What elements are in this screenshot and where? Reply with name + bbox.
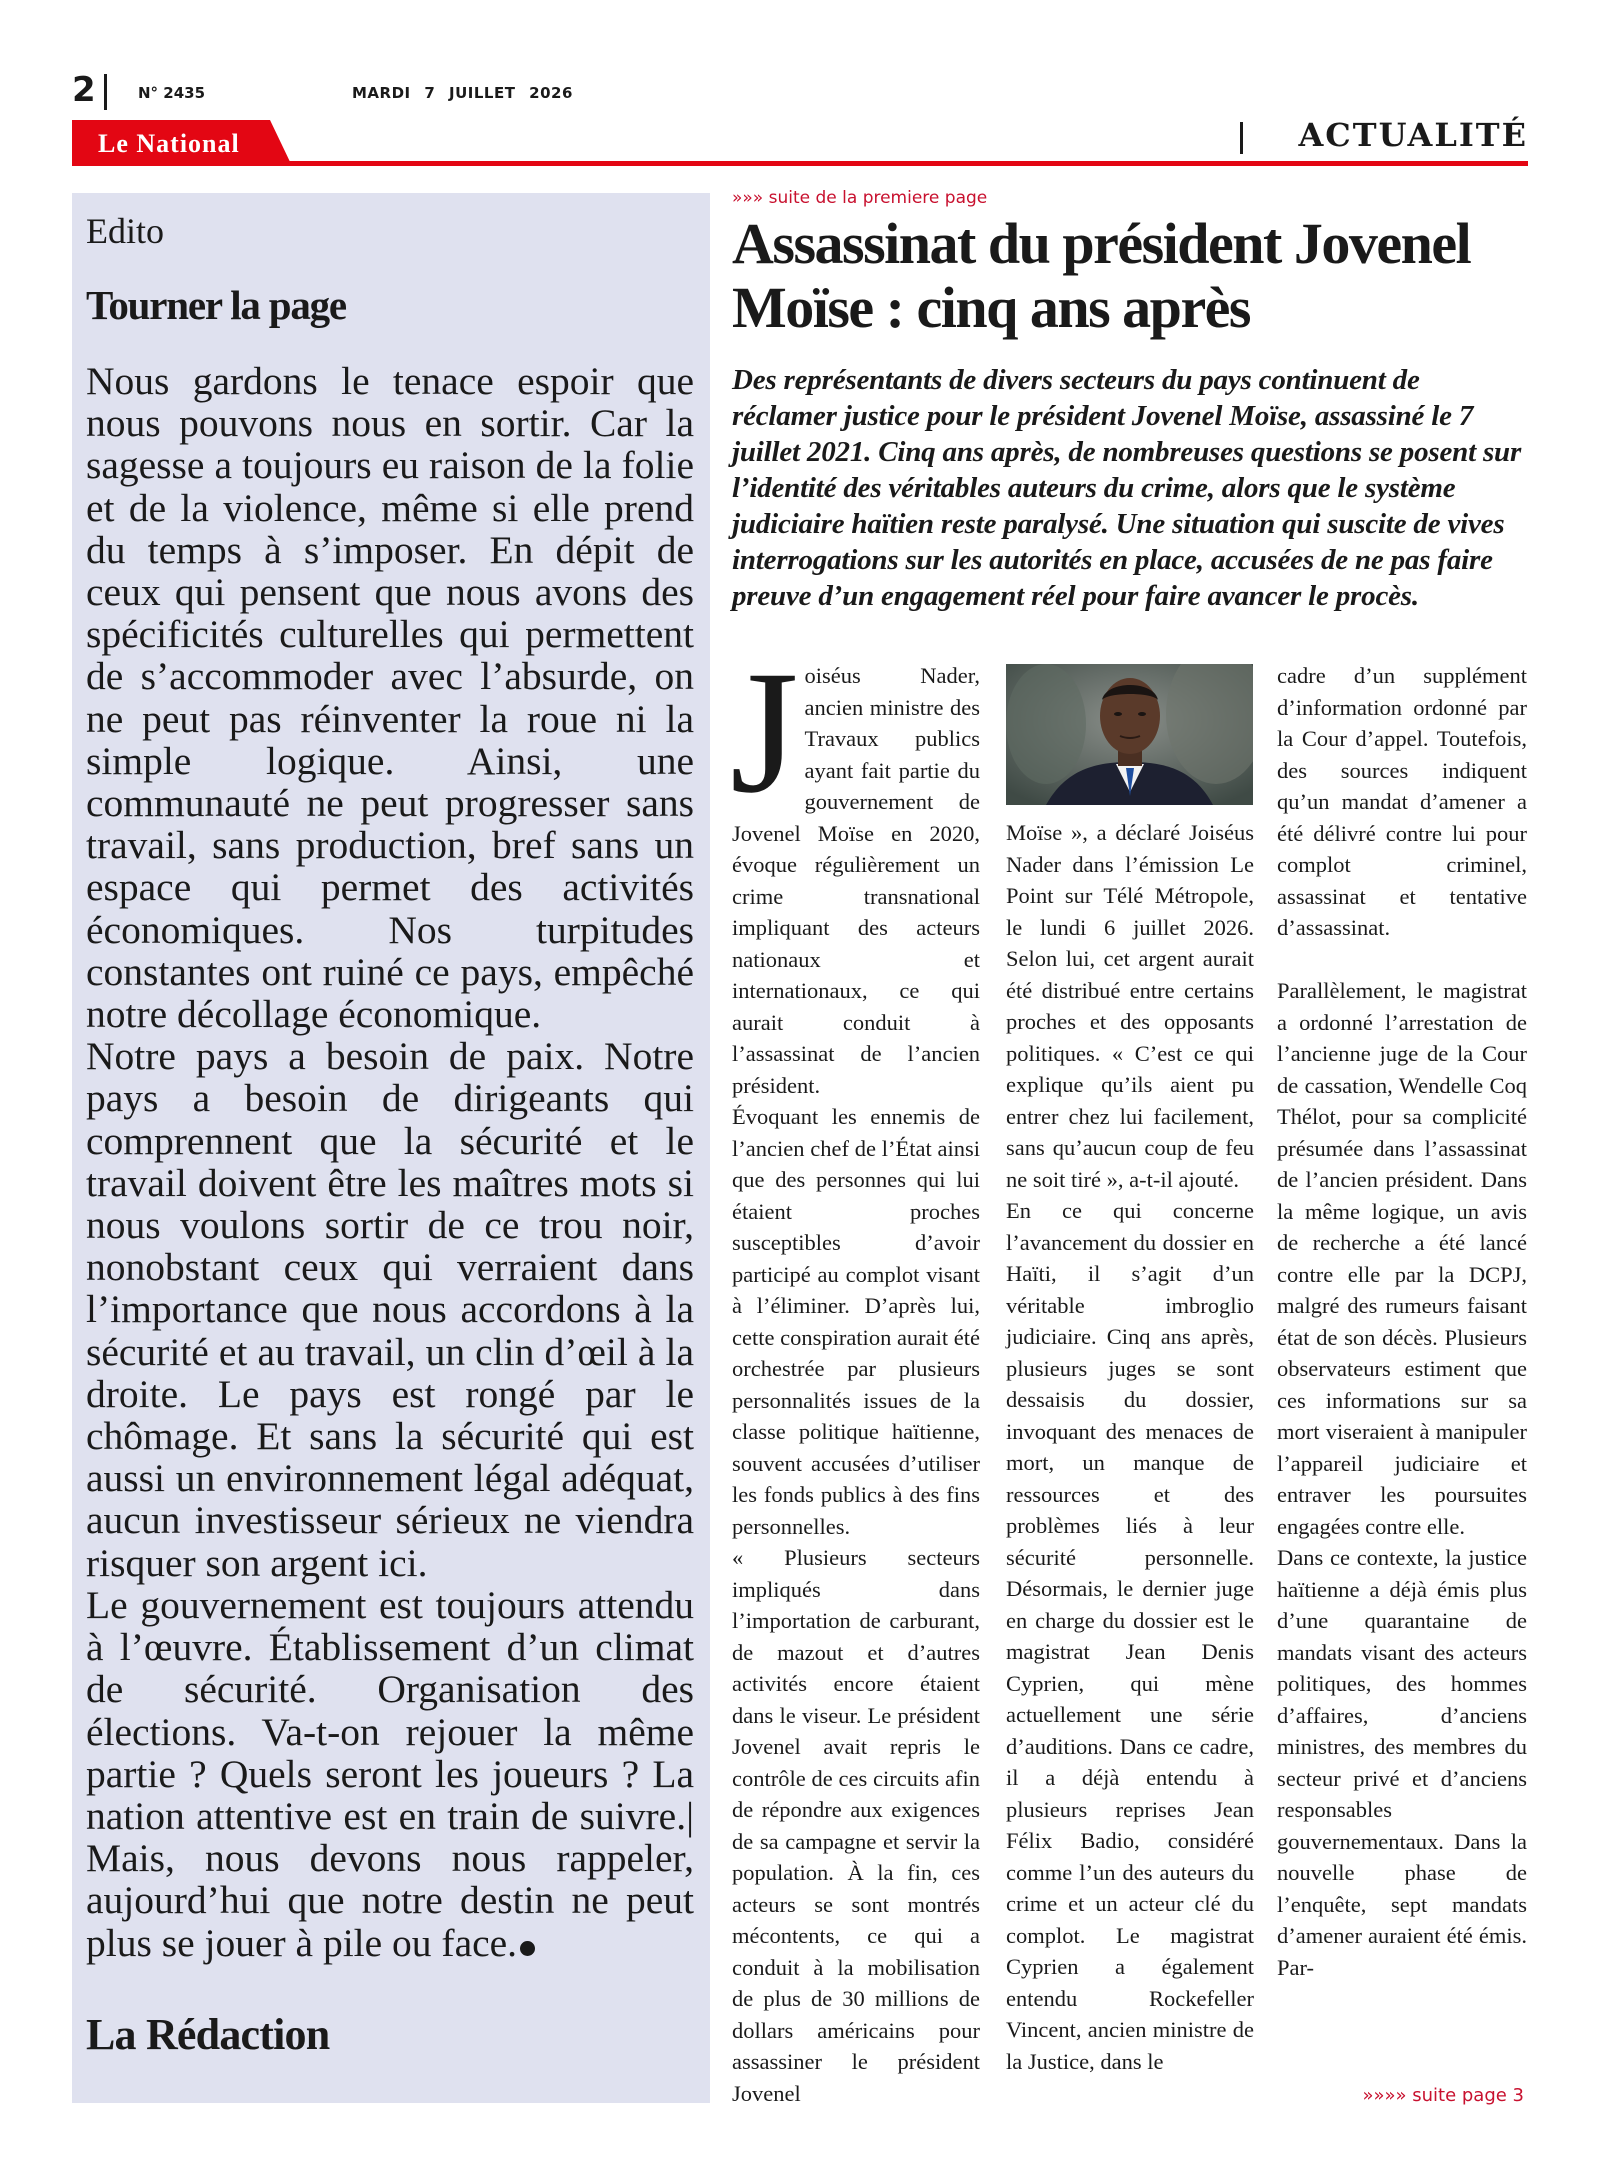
article-paragraph-text: oiséus Nader, ancien ministre des Travaux publics ayant fait partie du gouvernement de Jovenel Moïse en 2020, évoque régulièrement un crime transnational impliquant des acteurs nationaux et internationaux, ce qui aurait conduit à l’assassinat de l’ancien président. (732, 663, 980, 1098)
edito-paragraph (86, 1584, 694, 1964)
edito-title: Tourner la page (86, 282, 346, 328)
continued-on-link[interactable]: »»»» suite page 3 (1362, 2085, 1524, 2106)
edito-kicker: Edito (86, 211, 164, 251)
section-divider (1240, 122, 1243, 154)
section-label: ACTUALITÉ (1298, 116, 1528, 154)
article-paragraph: Parallèlement, le magistrat a ordonné l’arrestation de l’ancienne juge de la Cour de cassation, Wendelle Coq Thélot, pour sa complicité présumée dans l’assassinat de l’ancien président. Dans la même logique, un avis de recherche a été lancé contre elle par la DCPJ, malgré des rumeurs faisant état de son décès. Plusieurs observateurs estiment que ces informations sur sa mort viseraient à manipuler l’appareil judiciaire et entraver les poursuites engagées contre elle. (1277, 978, 1527, 1539)
portrait-photo-icon (1006, 664, 1253, 805)
edito-signature: La Rédaction (86, 2010, 330, 2059)
article-paragraph: En ce qui concerne l’avancement du dossier en Haïti, il s’agit d’un véritable imbroglio judiciaire. Cinq ans après, plusieurs juges se sont dessaisis du dossier, invoquant des menaces de mort, un manque de ressources et des problèmes liés à leur sécurité personnelle. Désormais, le dernier juge en charge du dossier est le magistrat Jean Denis Cyprien, qui mène actuellement une série d’auditions. Dans ce cadre, il a déjà entendu à plusieurs reprises Jean Félix Badio, considéré comme l’un des auteurs du crime et un acteur clé du complot. Le magistrat Cyprien a également entendu Rockefeller Vincent, ancien ministre de la Justice, dans le (1006, 1198, 1254, 2074)
masthead-logo: Le National (98, 129, 240, 158)
article-paragraph: « Plusieurs secteurs impliqués dans l’importation de carburant, de mazout et d’autres activités encore étaient dans le viseur. Le président Jovenel avait repris le contrôle de ces circuits afin de répondre aux exigences de sa campagne et servir la population. À la fin, ces acteurs se sont montrés mécontents, ce qui a conduit à la mobilisation de plus de 30 millions de dollars américains pour assassiner le président Jovenel (732, 1545, 980, 2106)
continued-from-link[interactable]: »»» suite de la premiere page (732, 188, 988, 208)
article-paragraph: Moïse », a déclaré Joiséus Nader dans l’émission Le Point sur Télé Métropole, le lundi 6 juillet 2026. Selon lui, cet argent aurait été distribué entre certains proches et des opposants politiques. « C’est ce qui explique qu’ils aient pu entrer chez lui facilement, sans qu’aucun coup de feu ne soit tiré », a-t-il ajouté. (1006, 820, 1254, 1192)
page-number: 2 (72, 70, 96, 110)
article-column-3 (1277, 660, 1527, 1983)
article-paragraph: Évoquant les ennemis de l’ancien chef de l’État ainsi que des personnes qui lui étaient proches susceptibles d’avoir participé au complot visant à l’éliminer. D’après lui, cette conspiration aurait été orchestrée par plusieurs personnalités issues de la classe politique haïtienne, souvent accusées d’utiliser les fonds publics à des fins personnelles. (732, 1104, 981, 1539)
article-column-1 (730, 635, 981, 2109)
article-photo (1006, 664, 1253, 805)
article-paragraph (730, 635, 980, 1101)
end-mark-icon (520, 1941, 535, 1956)
edito-body (86, 360, 694, 1964)
drop-cap: J (730, 635, 799, 830)
article-paragraph: Dans ce contexte, la justice haïtienne a déjà émis plus d’une quarantaine de mandats visant des acteurs politiques, des hommes d’affaires, d’anciens ministres, des membres du secteur privé et d’anciens responsables gouvernementaux. Dans la nouvelle phase de l’enquête, sept mandats d’amener auraient été émis. Par- (1277, 1545, 1527, 1980)
header-rule (72, 161, 1528, 166)
edito-paragraph: Notre pays a besoin de paix. Notre pays a besoin de dirigeants qui comprennent que la sécurité et le travail doivent être les maîtres mots si nous voulons sortir de ce trou noir, nonobstant ceux qui verraient dans l’importance que nous accordons à la sécurité et au travail, un clin d’œil à la droite. Le pays est rongé par le chômage. Et sans la sécurité qui est aussi un environnement légal adéquat, aucun investisseur sérieux ne viendra risquer son argent ici. (86, 1034, 694, 1585)
issue-number: N° 2435 (138, 84, 206, 102)
edito-paragraph: Nous gardons le tenace espoir que nous pouvons nous en sortir. Car la sagesse a toujours eu raison de la folie et de la violence, même si elle prend du temps à s’imposer. En dépit de ceux qui pensent que nous avons des spécificités culturelles qui permettent de s’accommoder avec l’absurde, on ne peut pas réinventer la roue ni la simple logique. Ainsi, une communauté ne peut progresser sans travail, sans production, bref sans un espace qui permet des activités économiques. Nos turpitudes constantes ont ruiné ce pays, empêché notre décollage économique. (86, 359, 694, 1037)
article-paragraph-spacer (1277, 944, 1527, 976)
edito-paragraph-text: Le gouvernement est toujours attendu à l’œuvre. Établissement d’un climat de sécurité. Organisation des élections. Va-t-on rejouer la même partie ? Quels seront les joueurs ? La nation attentive est en train de suivre.| Mais, nous devons nous rappeler, aujourd’hui que notre destin ne peut plus se jouer à pile ou face. (86, 1582, 694, 1965)
page-header (72, 70, 1528, 110)
article-paragraph: cadre d’un supplément d’information ordonné par la Cour d’appel. Toutefois, des sources indiquent qu’un mandat d’amener a été délivré contre lui pour complot criminel, assassinat et tentative d’assassinat. (1277, 663, 1527, 940)
article-headline: Assassinat du président Jovenel Moïse : cinq ans après (732, 211, 1471, 340)
publication-date: MARDI 7 JUILLET 2026 (352, 84, 573, 102)
page-number-divider (104, 74, 107, 110)
article-lead: Des représentants de divers secteurs du pays continuent de réclamer justice pour le président Jovenel Moïse, assassiné le 7 juillet 2021. Cinq ans après, de nombreuses questions se posent sur l’identité des véritables auteurs du crime, alors que le système judiciaire haïtien reste paralysé. Une situation qui suscite de vives interrogations sur les autorités en place, accusées de ne pas faire preuve d’un engagement réel pour faire avancer le procès. (732, 364, 1522, 612)
article-column-2 (1006, 817, 1254, 2077)
